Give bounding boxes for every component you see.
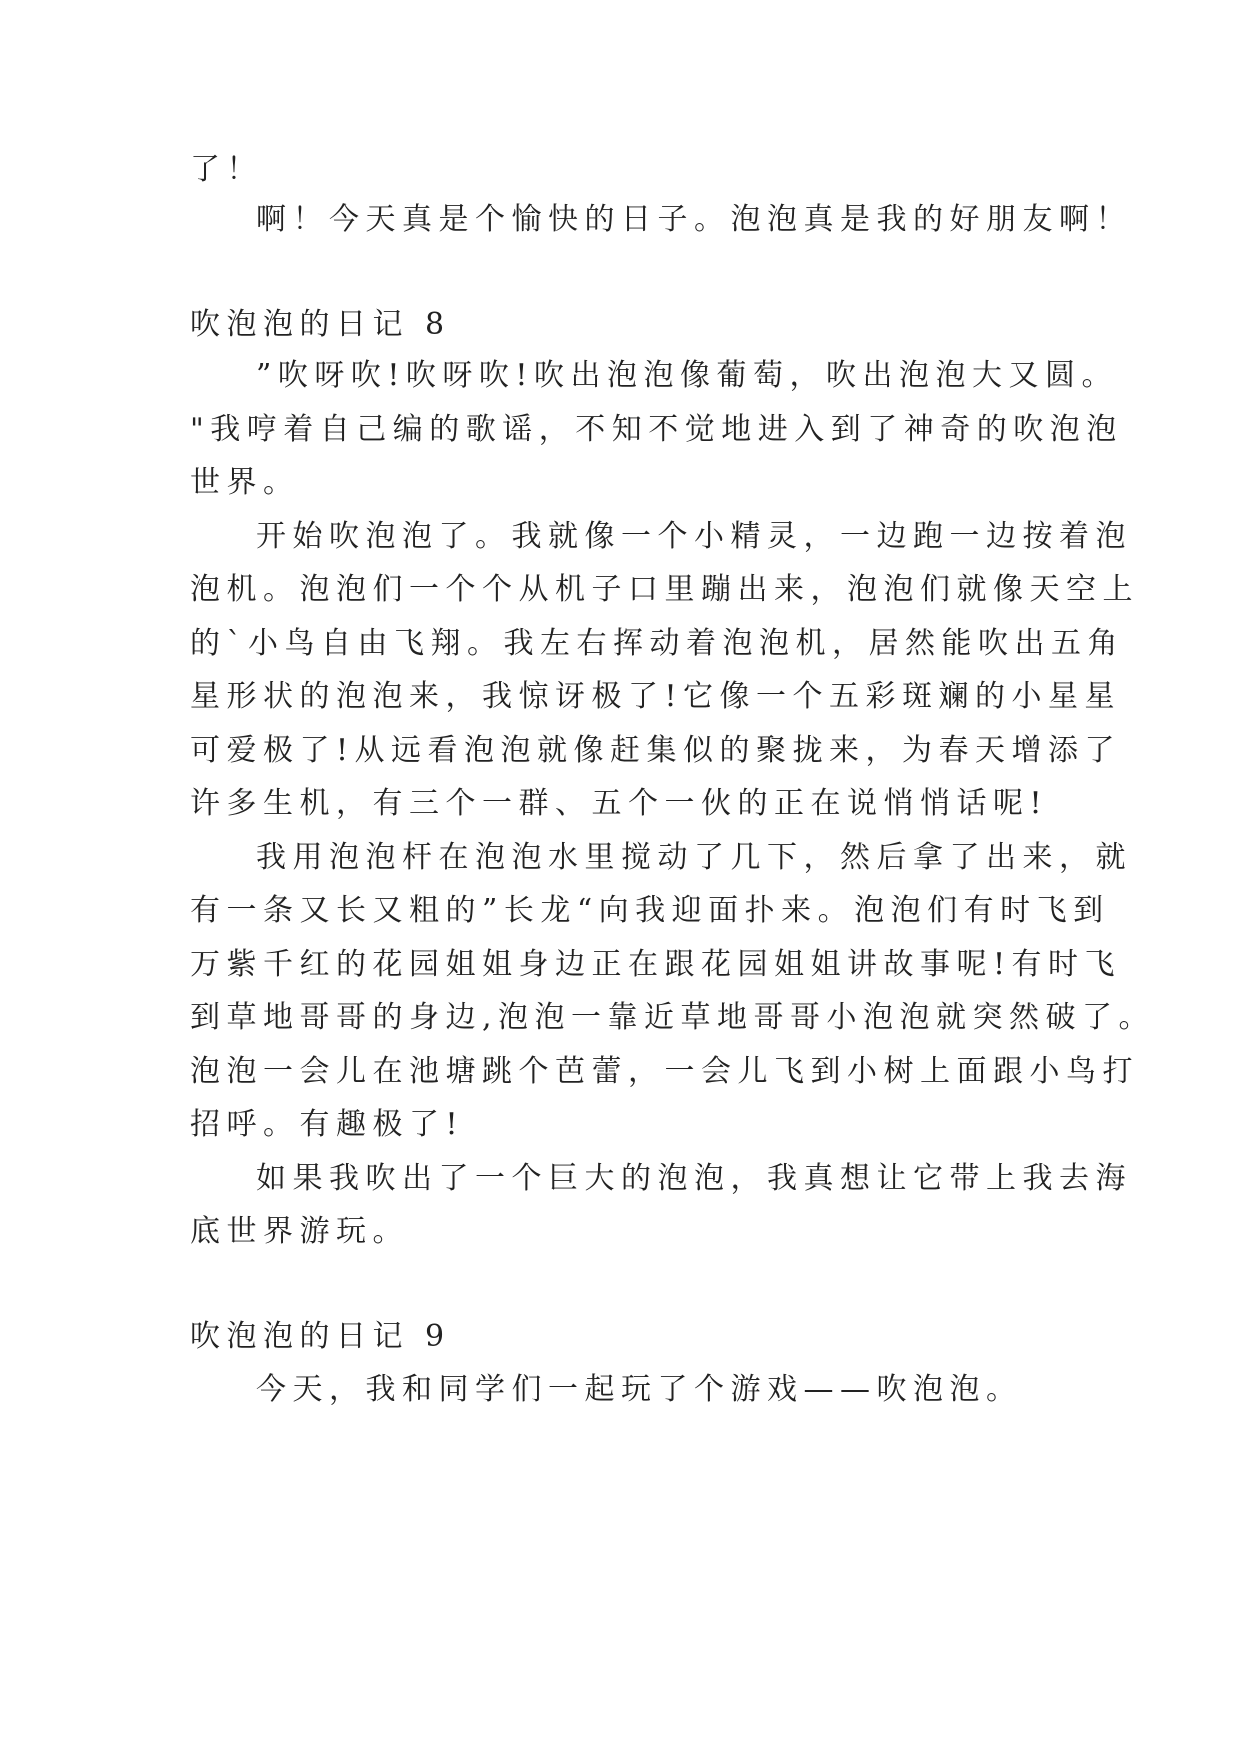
paragraph-line: 今天，我和同学们一起玩了个游戏——吹泡泡。	[256, 1372, 1023, 1407]
paragraph-line: 万紫千红的花园姐姐身边正在跟花园姐姐讲故事呢!有时飞	[190, 947, 1122, 982]
paragraph-line: 泡机。泡泡们一个个从机子口里蹦出来，泡泡们就像天空上	[190, 572, 1139, 607]
section-heading: 吹泡泡的日记 8	[190, 307, 451, 342]
paragraph-line: 如果我吹出了一个巨大的泡泡，我真想让它带上我去海	[256, 1161, 1132, 1196]
paragraph-line: 招呼。有趣极了!	[190, 1107, 465, 1142]
paragraph-line: 底世界游玩。	[190, 1214, 409, 1249]
paragraph-line: 到草地哥哥的身边,泡泡一靠近草地哥哥小泡泡就突然破了。	[190, 1000, 1156, 1035]
paragraph-line: 开始吹泡泡了。我就像一个小精灵，一边跑一边按着泡	[256, 519, 1132, 554]
paragraph-line: 的`小鸟自由飞翔。我左右挥动着泡泡机，居然能吹出五角	[190, 626, 1124, 661]
section-heading: 吹泡泡的日记 9	[190, 1319, 451, 1354]
document-page	[190, 0, 1156, 1754]
paragraph-line: 啊！今天真是个愉快的日子。泡泡真是我的好朋友啊！	[256, 202, 1132, 237]
paragraph-line: 星形状的泡泡来，我惊讶极了!它像一个五彩斑斓的小星星	[190, 679, 1122, 714]
paragraph-line: 世界。	[190, 465, 300, 500]
paragraph-line: 泡泡一会儿在池塘跳个芭蕾，一会儿飞到小树上面跟小鸟打	[190, 1054, 1139, 1089]
paragraph-line: 有一条又长又粗的”长龙“向我迎面扑来。泡泡们有时飞到	[190, 893, 1110, 928]
paragraph-line: 可爱极了!从远看泡泡就像赶集似的聚拢来，为春天增添了	[190, 733, 1122, 768]
paragraph-line: ”吹呀吹!吹呀吹!吹出泡泡像葡萄，吹出泡泡大又圆。	[256, 358, 1118, 393]
paragraph-line: 许多生机，有三个一群、五个一伙的正在说悄悄话呢!	[190, 786, 1049, 821]
paragraph-line: "我哼着自己编的歌谣，不知不觉地进入到了神奇的吹泡泡	[190, 412, 1123, 447]
paragraph-line: 了！	[190, 152, 263, 187]
paragraph-line: 我用泡泡杆在泡泡水里搅动了几下，然后拿了出来，就	[256, 840, 1132, 875]
